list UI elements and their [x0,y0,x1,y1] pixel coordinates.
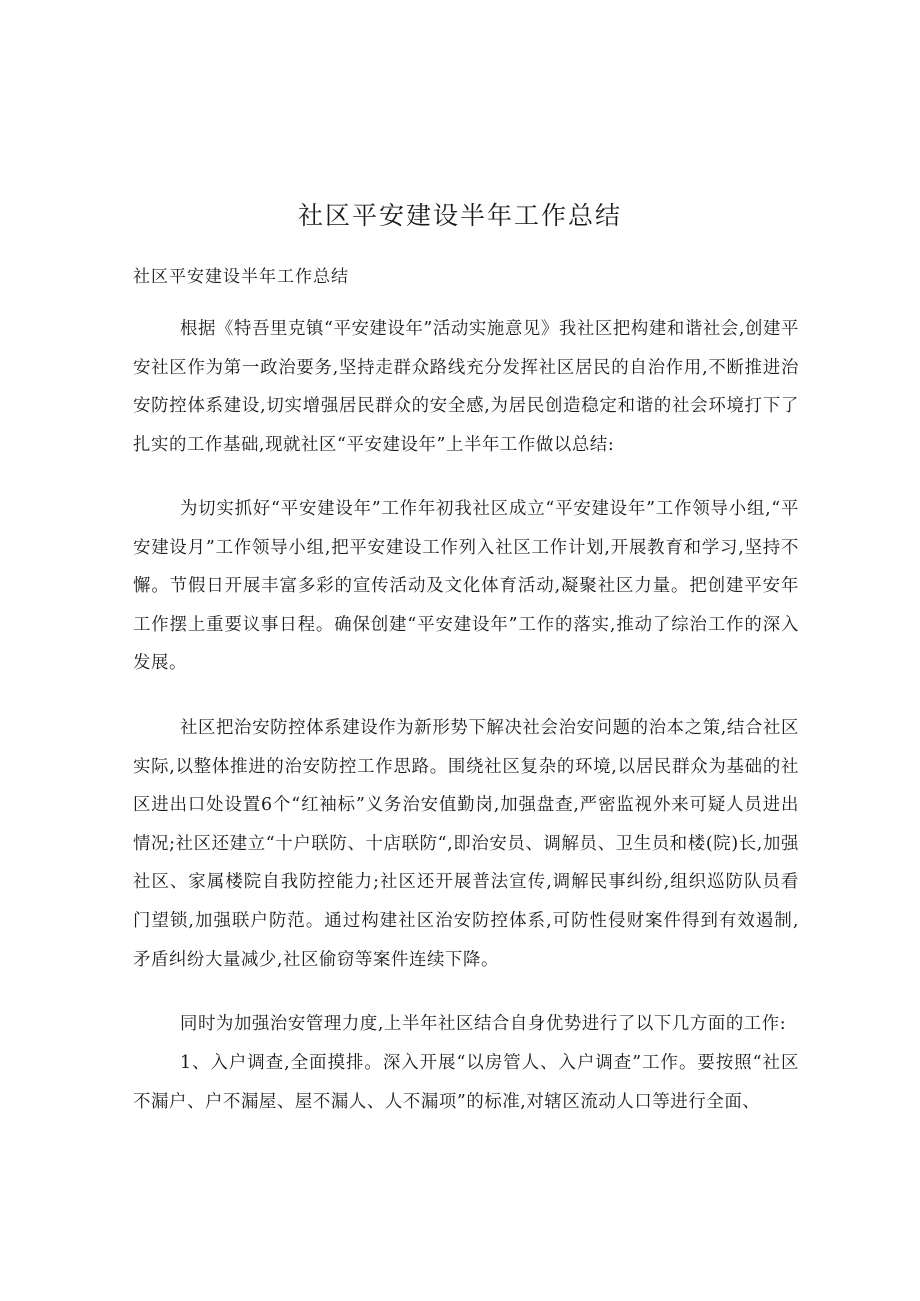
document-subtitle: 社区平安建设半年工作总结 [133,267,349,287]
paragraph-security-system: 社区把治安防控体系建设作为新形势下解决社会治安问题的治本之策,结合社区实际,以整体推进的治安防控工作思路。围绕社区复杂的环境,以居民群众为基础的社区进出口处设置6个“红袖标”义务治安值勤岗,加强盘查,严密监视外来可疑人员进出情况;社区还建立“十户联防、十店联防“,即治安员、调解员、卫生员和楼(院)长,加强社区、家属楼院自我防控能力;社区还开展普法宣传,调解民事纠纷,组织巡防队员看门望锁,加强联户防范。通过构建社区治安防控体系,可防性侵财案件得到有效遏制,矛盾纠纷大量减少,社区偷窃等案件连续下降。 [133,718,799,970]
paragraph-item-1: 1、入户调查,全面摸排。深入开展“以房管人、入户调查”工作。要按照“社区不漏户、户不漏屋、屋不漏人、人不漏项”的标准,对辖区流动人口等进行全面、 [133,1053,799,1112]
paragraph-work-overview: 同时为加强治安管理力度,上半年社区结合自身优势进行了以下几方面的工作: [179,1014,787,1034]
document-title: 社区平安建设半年工作总结 [297,201,622,230]
paragraph-leadership: 为切实抓好“平安建设年”工作年初我社区成立“平安建设年”工作领导小组,“平安建设月”工作领导小组,把平安建设工作列入社区工作计划,开展教育和学习,坚持不懈。节假日开展丰富多彩的宣传活动及文化体育活动,凝聚社区力量。把创建平安年工作摆上重要议事日程。确保创建“平安建设年”工作的落实,推动了综治工作的深入发展。 [133,499,799,674]
paragraph-intro: 根据《特吾里克镇“平安建设年”活动实施意见》我社区把构建和谐社会,创建平安社区作为第一政治要务,坚持走群众路线充分发挥社区居民的自治作用,不断推进治安防控体系建设,切实增强居民群众的安全感,为居民创造稳定和谐的社会环境打下了扎实的工作基础,现就社区“平安建设年”上半年工作做以总结: [133,319,799,455]
